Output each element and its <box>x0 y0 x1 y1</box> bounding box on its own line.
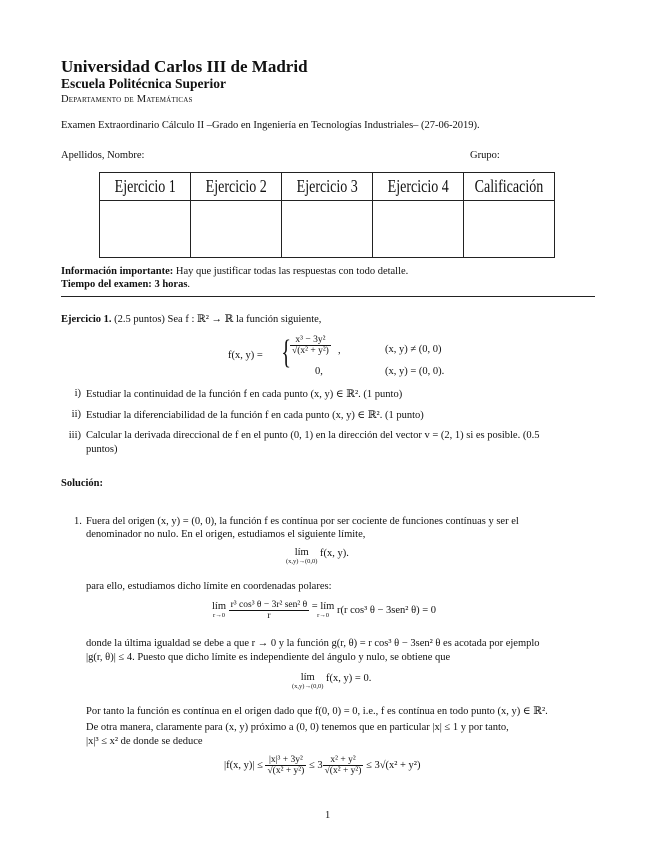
school-name: Escuela Politécnica Superior <box>61 76 226 91</box>
grade-header-1: Ejercicio 1 <box>100 173 191 201</box>
solution-paragraph: Por tanto la función es contínua en el origen dado que f(0, 0) = 0, i.e., f es contínua en todo punto (x, y) ∈ ℝ². <box>86 706 548 717</box>
group-label: Grupo: <box>470 150 500 161</box>
grade-header-4: Ejercicio 4 <box>373 173 464 201</box>
grade-cell-5 <box>464 201 555 258</box>
exercise-1-statement: Ejercicio 1. (2.5 puntos) Sea f : ℝ² → ℝ la función siguiente, <box>61 314 322 325</box>
grade-cell-4 <box>373 201 464 258</box>
solution-paragraph: |x|³ ≤ x² de donde se deduce <box>86 736 203 747</box>
exam-time: Tiempo del examen: 3 horas. <box>61 279 191 290</box>
limit-expression-3: lím (x,y)→(0,0) f(x, y) = 0. <box>292 672 372 690</box>
grade-header-5: Calificación <box>464 173 555 201</box>
department-name: Departamento de Matemáticas <box>61 94 193 105</box>
solution-label: Solución: <box>61 478 104 489</box>
page-number: 1 <box>325 810 331 821</box>
solution-paragraph: |g(r, θ)| ≤ 4. Puesto que dicho límite es independiente del ángulo y nulo, se obtiene que <box>86 652 451 663</box>
grade-table <box>99 172 555 258</box>
limit-expression-1: lím (x,y)→(0,0) f(x, y). <box>286 547 349 565</box>
solution-paragraph: De otra manera, claramente para (x, y) próximo a (0, 0) tenemos que en particular |x| ≤ 1 y por tanto, <box>86 722 509 733</box>
grade-cell-3 <box>282 201 373 258</box>
limit-expression-2: lím r→0 $\frac{\text{r³ cos³ θ − 3r² sen² θ}}{r}$ = lím r→0 r(r cos³ θ − 3sen² θ) = 0 <box>212 600 437 621</box>
solution-paragraph: denominador no nulo. En el origen, estudiamos el siguiente límite, <box>86 529 366 540</box>
grade-header-2: Ejercicio 2 <box>191 173 282 201</box>
exam-title: Examen Extraordinario Cálculo II –Grado en Ingeniería en Tecnologías Industriales– (27-06-2019). <box>61 120 480 131</box>
grade-cell-1 <box>100 201 191 258</box>
grade-header-3: Ejercicio 3 <box>282 173 373 201</box>
brace: { <box>281 334 292 371</box>
grade-cell-2 <box>191 201 282 258</box>
important-info: Información importante: Hay que justificar todas las respuestas con todo detalle. <box>61 266 409 277</box>
solution-paragraph: donde la última igualdad se debe a que r → 0 y la función g(r, θ) = r cos³ θ − 3sen² θ es acotada por ejemplo <box>86 638 540 649</box>
solution-paragraph: para ello, estudiamos dicho límite en coordenadas polares: <box>86 581 332 592</box>
solution-paragraph: Fuera del origen (x, y) = (0, 0), la función f es contínua por ser cociente de funciones contínuas y ser el <box>86 516 519 527</box>
university-name: Universidad Carlos III de Madrid <box>61 57 308 76</box>
divider <box>61 296 595 297</box>
inequality-expression: |f(x, y)| ≤ $\frac{\text{|x|³ + 3y²}}{\text{√(x² + y²)}}$ ≤ 3 $\frac{\text{x² + y²}}{\text{√(x² + y²)}}$ ≤ 3√(x² + y²) <box>224 755 421 776</box>
names-label: Apellidos, Nombre: <box>61 150 145 161</box>
solution-item-number: 1. <box>74 516 82 527</box>
